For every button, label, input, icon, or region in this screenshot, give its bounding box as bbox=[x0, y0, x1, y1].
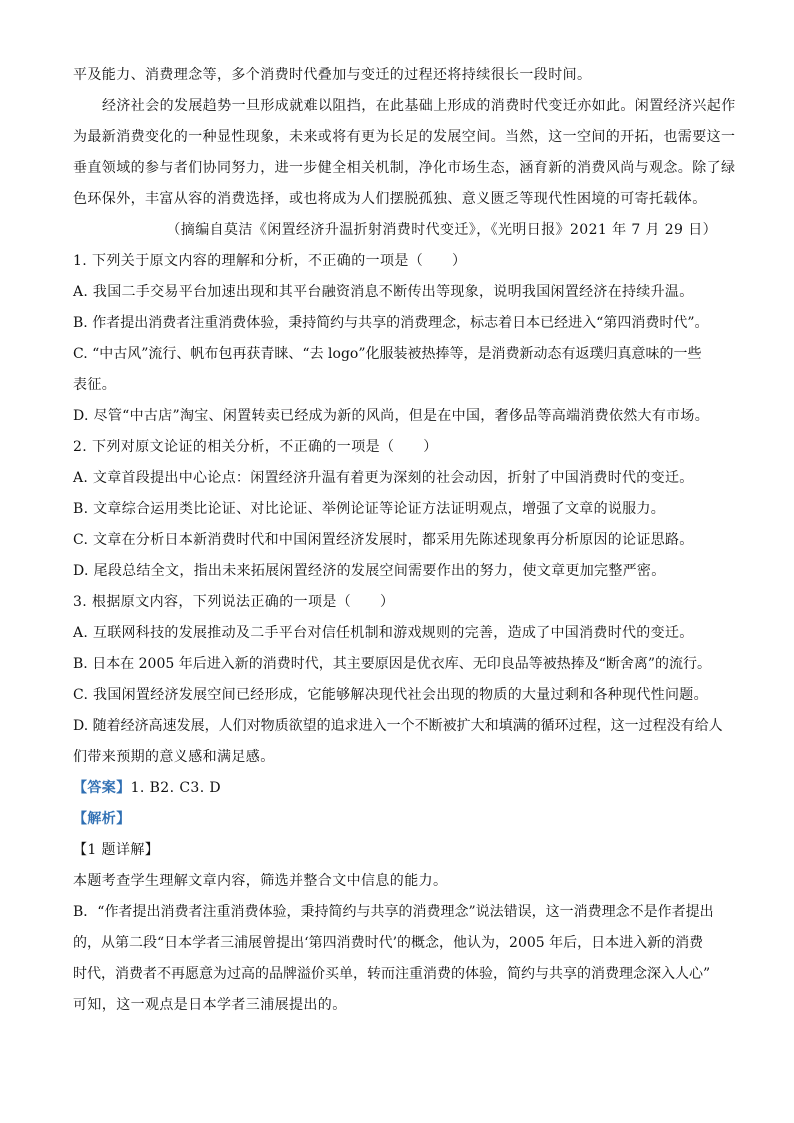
detail-1-line: B．“作者提出消费者注重消费体验，秉持简约与共享的消费理念”说法错误，这一消费理念不是作者提出 bbox=[73, 904, 714, 920]
question-3-option-d-continued: 们带来预期的意义感和满足感。 bbox=[73, 749, 275, 765]
question-2-option-b: B. 文章综合运用类比论证、对比论证、举例论证等论证方法证明观点，增强了文章的说服力。 bbox=[73, 501, 666, 517]
question-1-option-c-continued: 表征。 bbox=[73, 377, 117, 393]
paragraph-2-line: 经济社会的发展趋势一旦形成就难以阻挡，在此基础上形成的消费时代变迁亦如此。闲置经济兴起作 bbox=[102, 98, 736, 114]
question-2-option-c: C. 文章在分析日本新消费时代和中国闲置经济发展时，都采用先陈述现象再分析原因的论证思路。 bbox=[73, 532, 694, 548]
paragraph-2 bbox=[73, 91, 736, 215]
question-3-option-b: B. 日本在 2005 年后进入新的消费时代，其主要原因是优衣库、无印良品等被热捧及“断舍离”的流行。 bbox=[73, 656, 712, 672]
question-3-option-d: D. 随着经济高速发展，人们对物质欲望的追求进入一个不断被扩大和填满的循环过程，这一过程没有给人 bbox=[73, 718, 723, 734]
detail-1-body bbox=[73, 897, 723, 1021]
answer-line bbox=[73, 773, 723, 804]
question-1-option-a: A. 我国二手交易平台加速出现和其平台融资消息不断传出等现象，说明我国闲置经济在持续升温。 bbox=[73, 284, 694, 300]
question-1-option-b: B. 作者提出消费者注重消费体验，秉持简约与共享的消费理念，标志着日本已经进入“第四消费时代”。 bbox=[73, 315, 709, 331]
question-1-option-d: D. 尽管“中古店”淘宝、闲置转卖已经成为新的风尚，但是在中国，奢侈品等高端消费依然大有市场。 bbox=[73, 408, 710, 424]
question-1-option-c: C. “中古风”流行、帆布包再获青睐、“去 logo”化服装被热捧等，是消费新动态有返璞归真意味的一些 bbox=[73, 346, 702, 362]
paragraph-1-tail: 平及能力、消费理念等，多个消费时代叠加与变迁的过程还将持续很长一段时间。 bbox=[73, 67, 592, 83]
detail-1-line: 可知，这一观点是日本学者三浦展提出的。 bbox=[73, 997, 347, 1013]
paragraph-2-line: 为最新消费变化的一种显性现象，未来或将有更为长足的发展空间。当然，这一空间的开拓，也需要这一 bbox=[73, 129, 736, 145]
answer-text: 1. B2. C3. D bbox=[130, 780, 222, 796]
detail-1-line: 的，从第二段“日本学者三浦展曾提出‘第四消费时代’的概念，他认为，2005 年后，日本进入新的消费 bbox=[73, 935, 704, 951]
question-1 bbox=[73, 246, 723, 432]
paragraph-2-line: 色环保外，丰富从容的消费选择，或也将成为人们摆脱孤独、意义匮乏等现代性困境的可寄托载体。 bbox=[73, 191, 707, 207]
document-body bbox=[73, 60, 736, 1021]
paragraph-2-line: 垂直领域的参与者们协同努力，进一步健全相关机制，净化市场生态，涵育新的消费风尚与观念。除了绿 bbox=[73, 160, 736, 176]
question-3-option-a: A. 互联网科技的发展推动及二手平台对信任机制和游戏规则的完善，造成了中国消费时代的变迁。 bbox=[73, 625, 694, 641]
question-3 bbox=[73, 587, 723, 773]
question-2-option-d: D. 尾段总结全文，指出未来拓展闲置经济的发展空间需要作出的努力，使文章更加完整严密。 bbox=[73, 563, 666, 579]
detail-1-intro: 本题考查学生理解文章内容，筛选并整合文中信息的能力。 bbox=[73, 873, 448, 889]
answer-label: 【答案】 bbox=[73, 780, 131, 796]
question-3-stem: 3. 根据原文内容，下列说法正确的一项是（ ） bbox=[73, 594, 395, 610]
detail-1-line: 时代，消费者不再愿意为过高的品牌溢价买单，转而注重消费的体验，简约与共享的消费理念深入人心” bbox=[73, 966, 711, 982]
question-2 bbox=[73, 432, 723, 587]
question-1-stem: 1. 下列关于原文内容的理解和分析，不正确的一项是（ ） bbox=[73, 253, 467, 269]
detail-1-heading: 【1 题详解】 bbox=[73, 842, 160, 858]
question-2-stem: 2. 下列对原文论证的相关分析，不正确的一项是（ ） bbox=[73, 439, 438, 455]
question-3-option-c: C. 我国闲置经济发展空间已经形成，它能够解决现代社会出现的物质的大量过剩和各种现代性问题。 bbox=[73, 687, 708, 703]
question-2-option-a: A. 文章首段提出中心论点：闲置经济升温有着更为深刻的社会动因，折射了中国消费时代的变迁。 bbox=[73, 470, 694, 486]
analysis-line bbox=[73, 804, 723, 835]
source-citation: （摘编自莫洁《闲置经济升温折射消费时代变迁》，《光明日报》2021 年 7 月 29 日） bbox=[166, 222, 717, 238]
analysis-label: 【解析】 bbox=[73, 811, 131, 827]
